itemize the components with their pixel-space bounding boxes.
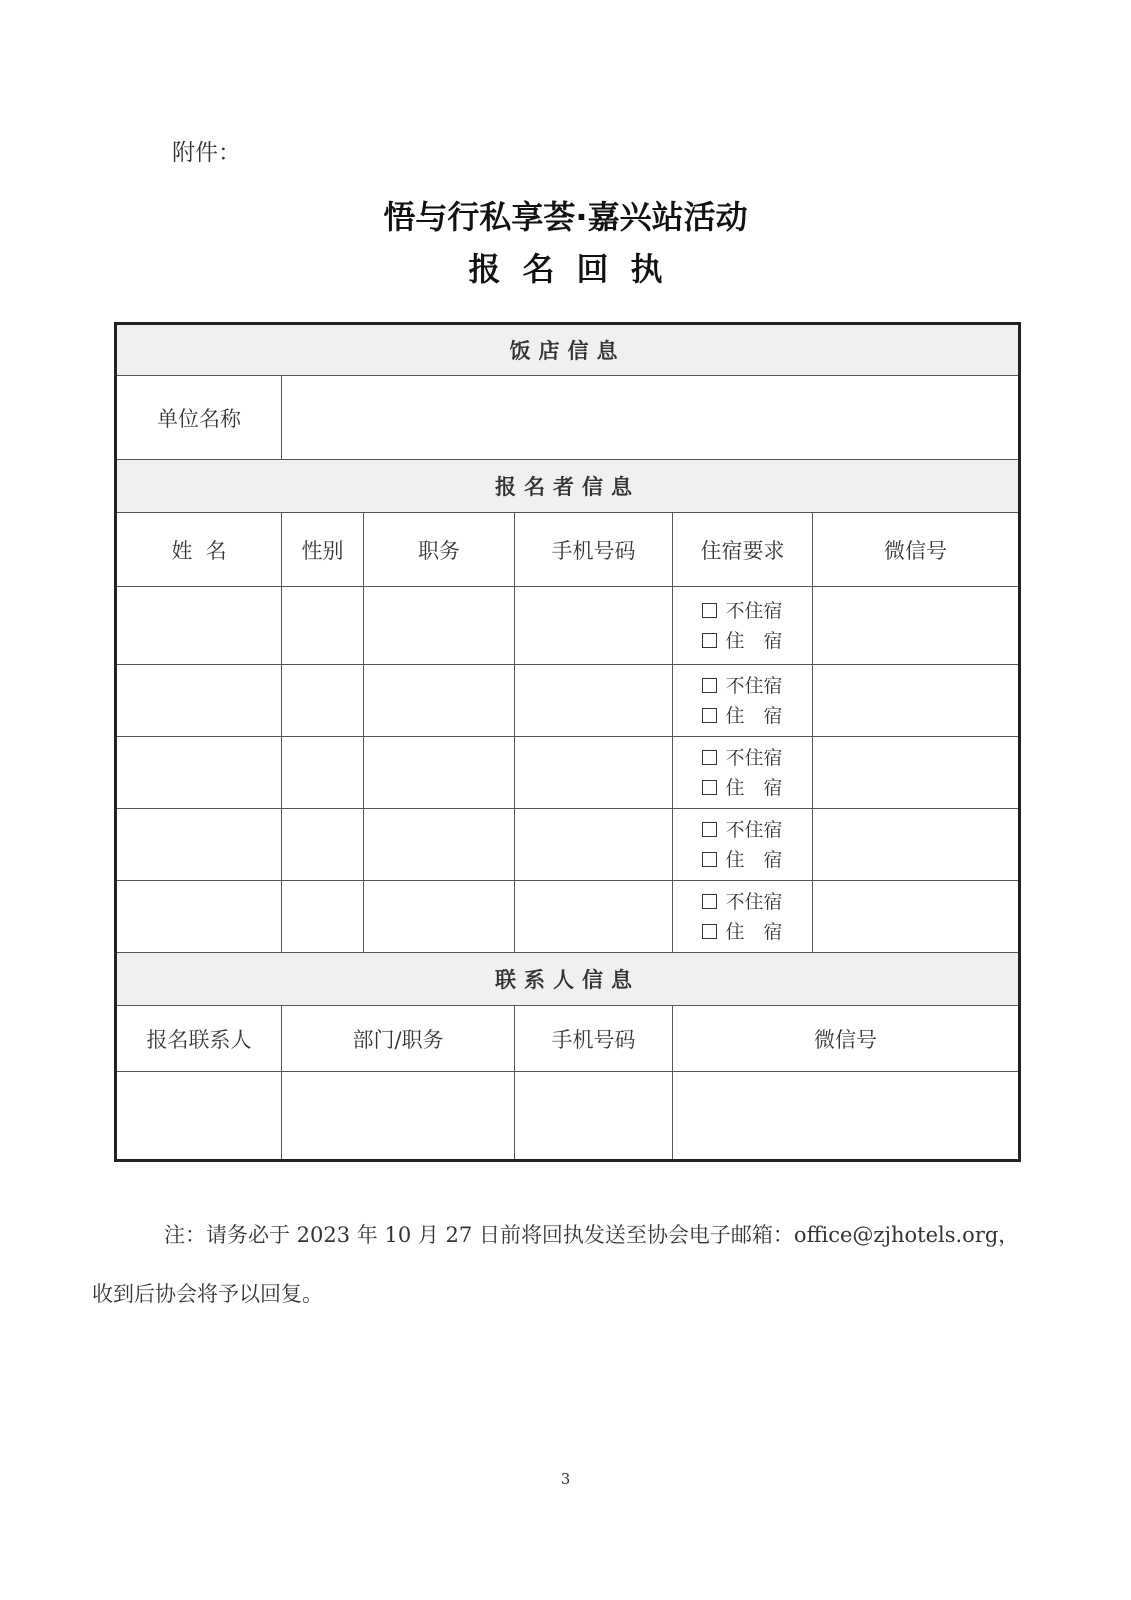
note-line-1: 注：请务必于 2023 年 10 月 27 日前将回执发送至协会电子邮箱：office@zjhotels.org， [164, 1223, 1020, 1247]
registrant-name-field[interactable] [116, 737, 282, 809]
unit-name-label: 单位名称 [116, 376, 282, 460]
no-lodging-checkbox[interactable] [702, 750, 717, 765]
lodging-option[interactable] [702, 626, 782, 656]
note-line-2: 收到后协会将予以回复。 [92, 1282, 323, 1306]
contact-header-wechat: 微信号 [673, 1006, 1020, 1072]
registrant-wechat-field[interactable] [813, 809, 1020, 881]
registrant-row [116, 665, 1020, 737]
registrant-phone-field[interactable] [515, 809, 673, 881]
registrant-row [116, 737, 1020, 809]
registrant-gender-field[interactable] [282, 809, 364, 881]
no-lodging-option[interactable] [702, 596, 782, 626]
registrant-gender-field[interactable] [282, 587, 364, 665]
registration-form-table [114, 322, 1021, 1162]
no-lodging-option[interactable] [702, 743, 782, 773]
no-lodging-checkbox[interactable] [702, 822, 717, 837]
attachment-label: 附件： [172, 140, 241, 166]
lodging-checkbox[interactable] [702, 852, 717, 867]
contact-department-field[interactable] [282, 1072, 515, 1161]
header-position: 职务 [364, 513, 515, 587]
registrant-phone-field[interactable] [515, 881, 673, 953]
lodging-option[interactable] [702, 773, 782, 803]
no-lodging-label: 不住宿 [725, 818, 783, 841]
header-phone: 手机号码 [515, 513, 673, 587]
lodging-option[interactable] [702, 917, 782, 947]
form-subtitle: 报名回执 [468, 250, 685, 288]
contact-header-department: 部门/职务 [282, 1006, 515, 1072]
contact-wechat-field[interactable] [673, 1072, 1020, 1161]
registrant-row [116, 587, 1020, 665]
registrant-row [116, 881, 1020, 953]
lodging-checkbox[interactable] [702, 924, 717, 939]
registrant-position-field[interactable] [364, 665, 515, 737]
registrant-wechat-field[interactable] [813, 665, 1020, 737]
no-lodging-checkbox[interactable] [702, 678, 717, 693]
registrant-rows [116, 587, 1020, 953]
registrant-gender-field[interactable] [282, 737, 364, 809]
lodging-checkbox[interactable] [702, 633, 717, 648]
lodging-label: 住 宿 [725, 848, 783, 871]
registrant-wechat-field[interactable] [813, 587, 1020, 665]
contact-phone-field[interactable] [515, 1072, 673, 1161]
registrant-gender-field[interactable] [282, 665, 364, 737]
lodging-option[interactable] [702, 845, 782, 875]
registrant-phone-field[interactable] [515, 587, 673, 665]
lodging-checkbox[interactable] [702, 780, 717, 795]
lodging-options [673, 665, 813, 737]
contact-section-header: 联系人信息 [116, 953, 1020, 1006]
no-lodging-option[interactable] [702, 671, 782, 701]
contact-header-phone: 手机号码 [515, 1006, 673, 1072]
registrant-section-header: 报名者信息 [116, 460, 1020, 513]
no-lodging-checkbox[interactable] [702, 603, 717, 618]
header-name: 姓 名 [116, 513, 282, 587]
header-gender: 性别 [282, 513, 364, 587]
registrant-wechat-field[interactable] [813, 881, 1020, 953]
registrant-wechat-field[interactable] [813, 737, 1020, 809]
lodging-option[interactable] [702, 701, 782, 731]
registrant-position-field[interactable] [364, 881, 515, 953]
lodging-options [673, 809, 813, 881]
unit-name-field[interactable] [282, 376, 1020, 460]
contact-header-name: 报名联系人 [116, 1006, 282, 1072]
registrant-position-field[interactable] [364, 737, 515, 809]
no-lodging-label: 不住宿 [725, 746, 783, 769]
lodging-options [673, 881, 813, 953]
page-number: 3 [560, 1470, 571, 1488]
hotel-section-header: 饭店信息 [116, 324, 1020, 376]
lodging-label: 住 宿 [725, 629, 783, 652]
registrant-phone-field[interactable] [515, 665, 673, 737]
registrant-position-field[interactable] [364, 809, 515, 881]
registrant-name-field[interactable] [116, 587, 282, 665]
lodging-checkbox[interactable] [702, 708, 717, 723]
lodging-label: 住 宿 [725, 920, 783, 943]
lodging-options [673, 737, 813, 809]
registrant-name-field[interactable] [116, 809, 282, 881]
lodging-options [673, 587, 813, 665]
no-lodging-label: 不住宿 [725, 599, 783, 622]
registrant-phone-field[interactable] [515, 737, 673, 809]
no-lodging-option[interactable] [702, 887, 782, 917]
no-lodging-label: 不住宿 [725, 890, 783, 913]
registrant-gender-field[interactable] [282, 881, 364, 953]
registrant-name-field[interactable] [116, 665, 282, 737]
registrant-position-field[interactable] [364, 587, 515, 665]
registrant-row [116, 809, 1020, 881]
header-wechat: 微信号 [813, 513, 1020, 587]
lodging-label: 住 宿 [725, 704, 783, 727]
no-lodging-label: 不住宿 [725, 674, 783, 697]
no-lodging-option[interactable] [702, 815, 782, 845]
lodging-label: 住 宿 [725, 776, 783, 799]
no-lodging-checkbox[interactable] [702, 894, 717, 909]
form-title: 悟与行私享荟·嘉兴站活动 [383, 198, 748, 236]
header-lodging: 住宿要求 [673, 513, 813, 587]
registrant-name-field[interactable] [116, 881, 282, 953]
contact-name-field[interactable] [116, 1072, 282, 1161]
